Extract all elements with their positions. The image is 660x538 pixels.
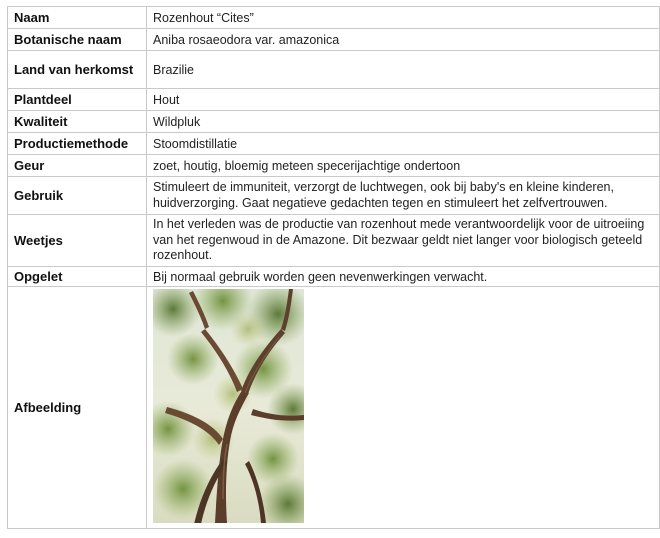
value-productiemethode: Stoomdistillatie [147,133,660,155]
value-kwaliteit: Wildpluk [147,111,660,133]
value-weetjes: In het verleden was de productie van rozenhout mede verantwoordelijk voor de uitroeiing van het regenwoud in de Amazone. Dit bezwaar geldt niet langer voor biologisch geteeld rozenhout. [147,215,660,267]
row-land-van-herkomst [8,51,660,89]
afbeelding-cell [147,287,660,529]
value-botanische-naam: Aniba rosaeodora var. amazonica [147,29,660,51]
product-info-sheet [7,6,659,529]
row-plantdeel [8,89,660,111]
label-naam: Naam [8,7,147,29]
label-plantdeel: Plantdeel [8,89,147,111]
row-gebruik [8,177,660,215]
row-naam [8,7,660,29]
row-productiemethode [8,133,660,155]
label-weetjes: Weetjes [8,215,147,267]
row-geur [8,155,660,177]
value-geur: zoet, houtig, bloemig meteen specerijachtige ondertoon [147,155,660,177]
label-kwaliteit: Kwaliteit [8,111,147,133]
value-land-van-herkomst: Brazilie [147,51,660,89]
value-opgelet: Bij normaal gebruik worden geen nevenwerkingen verwacht. [147,267,660,287]
row-afbeelding [8,287,660,529]
value-naam: Rozenhout “Cites” [147,7,660,29]
value-gebruik: Stimuleert de immuniteit, verzorgt de luchtwegen, ook bij baby's en kleine kinderen, huidverzorging. Gaat negatieve gedachten tegen en stimuleert het zelfvertrouwen. [147,177,660,215]
row-kwaliteit [8,111,660,133]
label-botanische-naam: Botanische naam [8,29,147,51]
row-weetjes [8,215,660,267]
rosewood-tree-photo [153,289,304,523]
value-plantdeel: Hout [147,89,660,111]
label-opgelet: Opgelet [8,267,147,287]
row-botanische-naam [8,29,660,51]
label-gebruik: Gebruik [8,177,147,215]
label-productiemethode: Productiemethode [8,133,147,155]
row-opgelet [8,267,660,287]
label-land-van-herkomst: Land van herkomst [8,51,147,89]
product-info-table [7,6,660,529]
label-afbeelding: Afbeelding [8,287,147,529]
label-geur: Geur [8,155,147,177]
